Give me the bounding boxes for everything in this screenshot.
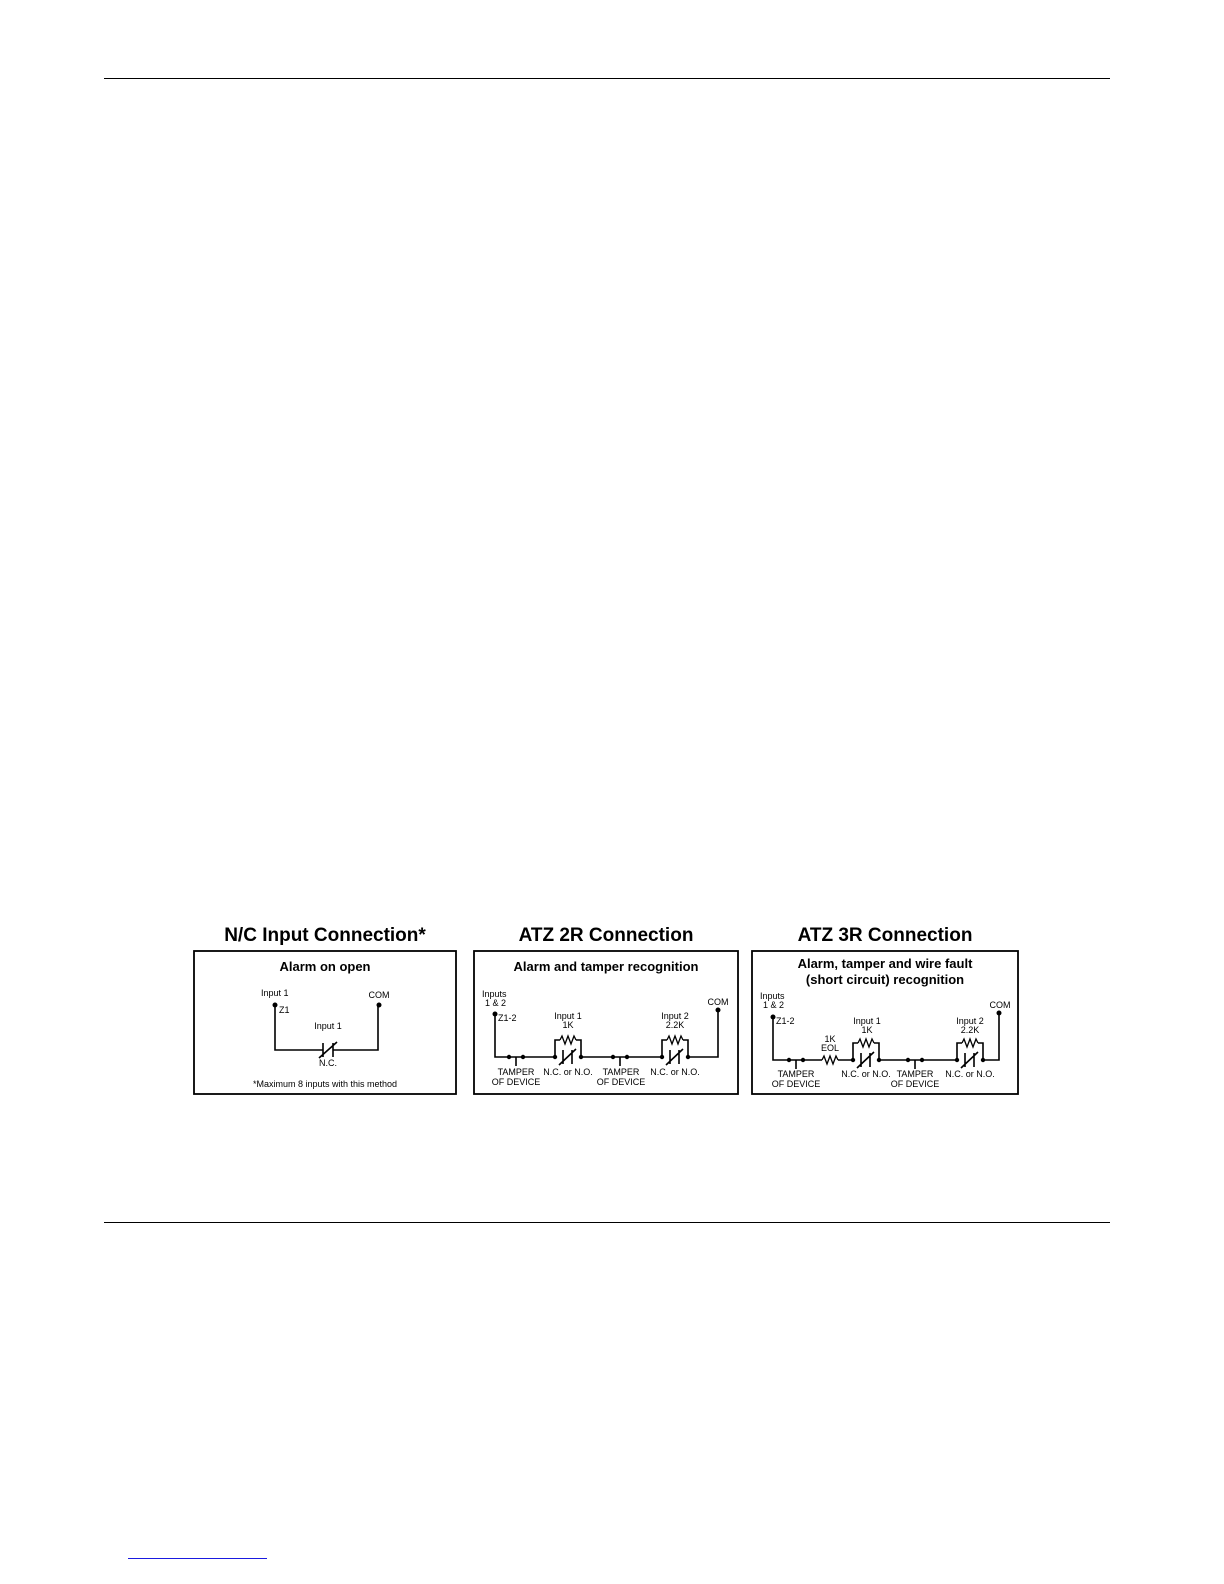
input2-type-label: N.C. or N.O. — [650, 1067, 700, 1077]
input1-resistor-label: 1K — [861, 1025, 873, 1035]
zone-label: Z1-2 — [776, 1016, 795, 1026]
input1-resistor-label: 1K — [562, 1020, 574, 1030]
input2-resistor-label: 2.2K — [665, 1020, 685, 1030]
input1-name-label: Input 1 — [853, 1016, 881, 1026]
inputs-label: Inputs — [482, 989, 507, 999]
diagram-subtitle-line1: Alarm, tamper and wire fault — [797, 956, 973, 971]
diagram-subtitle: Alarm on open — [279, 959, 371, 974]
tamper-label: TAMPER — [896, 1069, 934, 1079]
input1-name-label: Input 1 — [554, 1011, 582, 1021]
footnote: *Maximum 8 inputs with this method — [252, 1079, 398, 1089]
input2-type-label: N.C. or N.O. — [945, 1069, 995, 1079]
input2-name-label: Input 2 — [956, 1016, 984, 1026]
input-label: Input 1 — [261, 988, 289, 998]
tamper-device-label: OF DEVICE — [596, 1077, 646, 1087]
inputs-number-label: 1 & 2 — [763, 1000, 785, 1010]
contact-name-label: Input 1 — [314, 1021, 342, 1031]
tamper-label: TAMPER — [497, 1067, 535, 1077]
input2-name-label: Input 2 — [661, 1011, 689, 1021]
tamper-device-label: OF DEVICE — [771, 1079, 821, 1089]
input1-type-label: N.C. or N.O. — [543, 1067, 593, 1077]
inputs-number-label: 1 & 2 — [485, 998, 507, 1008]
zone-label: Z1-2 — [498, 1013, 517, 1023]
zone-label: Z1 — [279, 1005, 290, 1015]
input2-resistor-label: 2.2K — [960, 1025, 980, 1035]
eol-name-label: EOL — [820, 1043, 840, 1053]
com-label: COM — [707, 997, 729, 1007]
inputs-label: Inputs — [760, 991, 785, 1001]
com-label: COM — [989, 1000, 1011, 1010]
nc-input-diagram — [194, 925, 456, 1094]
contact-type-label: N.C. — [319, 1058, 337, 1068]
tamper-device-label: OF DEVICE — [491, 1077, 541, 1087]
diagram-subtitle: Alarm and tamper recognition — [513, 959, 699, 974]
diagram-title: ATZ 3R Connection — [797, 925, 973, 946]
diagram-subtitle-line2: (short circuit) recognition — [805, 972, 965, 987]
tamper-label: TAMPER — [602, 1067, 640, 1077]
diagram-title: N/C Input Connection* — [224, 925, 426, 946]
footer-rule — [104, 1222, 1110, 1223]
atz-2r-diagram — [474, 925, 738, 1094]
com-label: COM — [368, 990, 390, 1000]
atz-3r-diagram — [752, 925, 1018, 1094]
tamper-device-label: OF DEVICE — [890, 1079, 940, 1089]
input1-type-label: N.C. or N.O. — [841, 1069, 891, 1079]
eol-resistor-label: 1K — [824, 1034, 836, 1044]
tamper-label: TAMPER — [777, 1069, 815, 1079]
footer-link-underline — [128, 1558, 267, 1559]
diagram-title: ATZ 2R Connection — [518, 925, 694, 946]
